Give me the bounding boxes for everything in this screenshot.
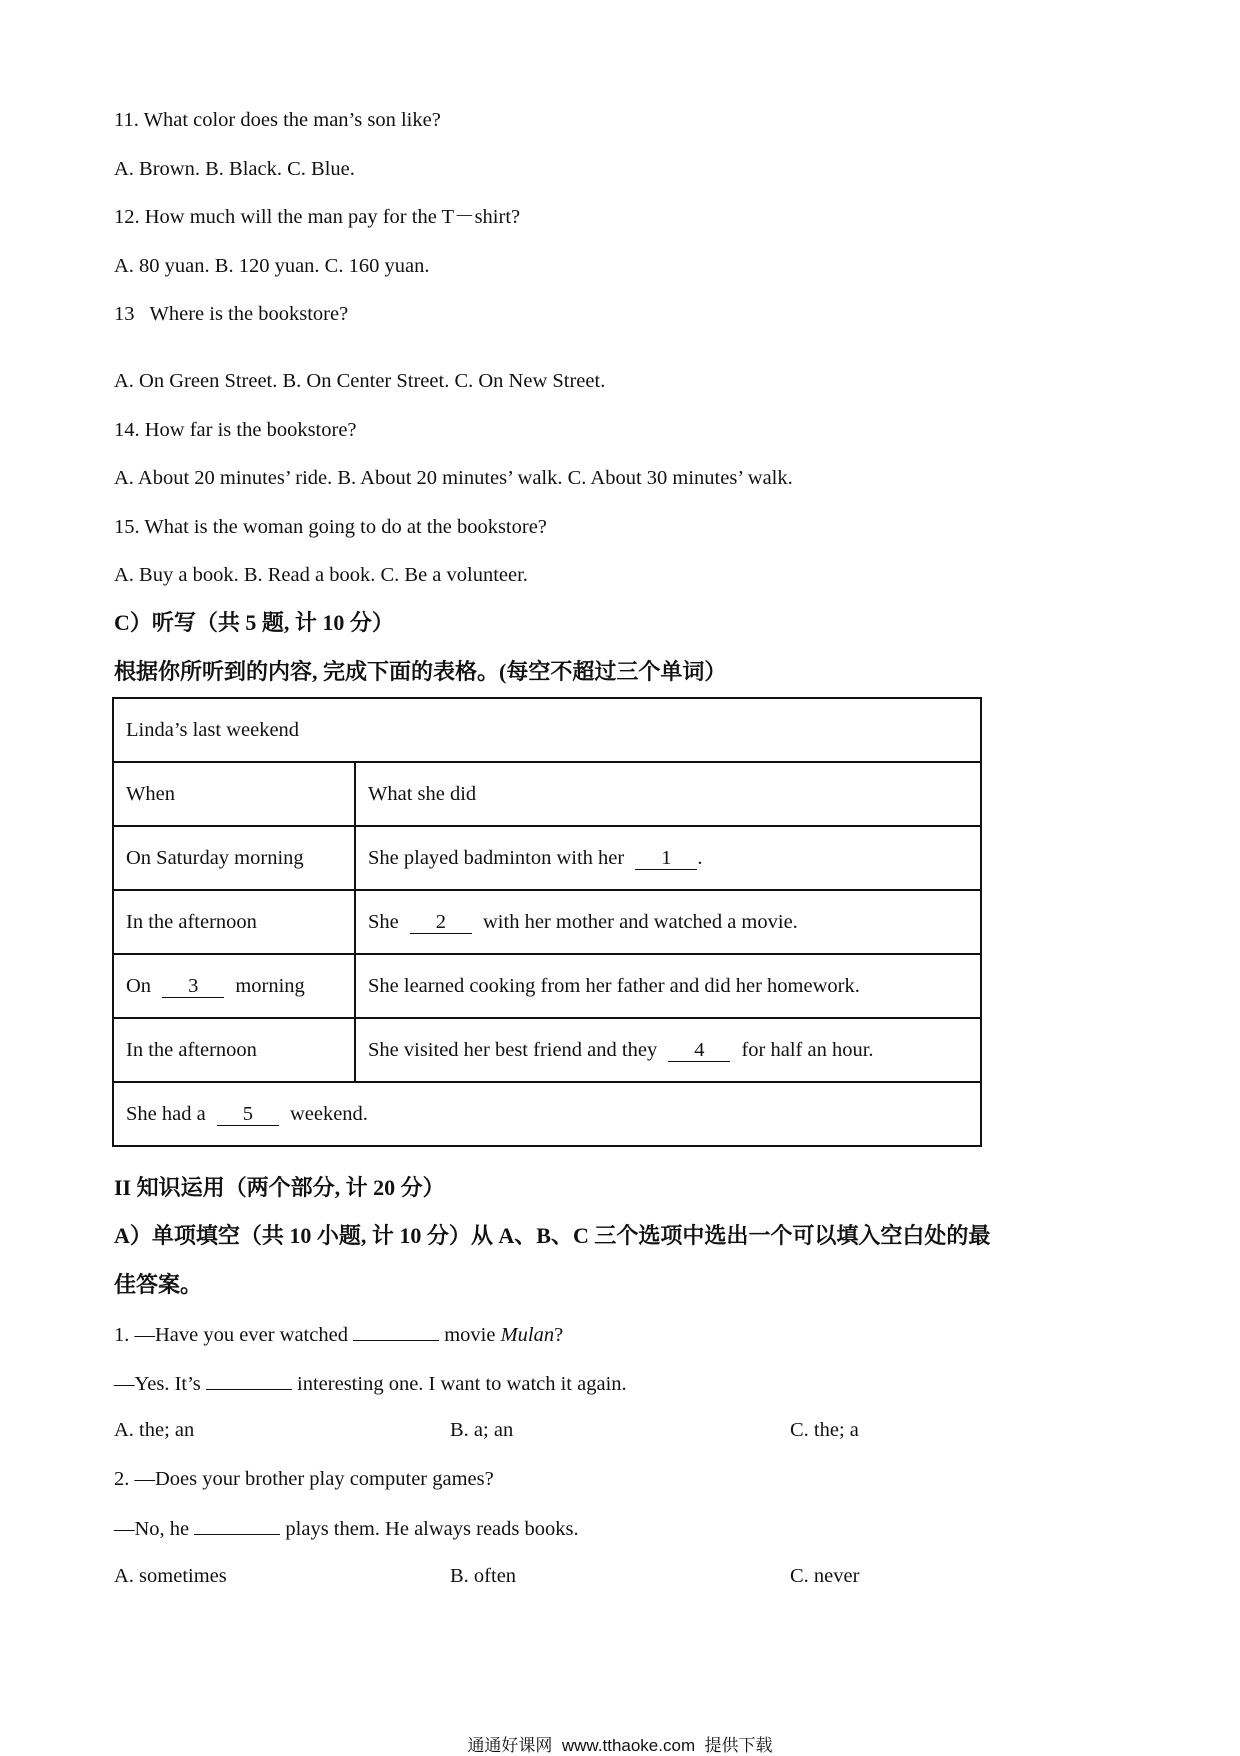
mc-question-1-line1 (114, 1320, 563, 1348)
row2-when: In the afternoon (113, 890, 355, 954)
mc-question-1-line2 (114, 1369, 627, 1397)
table-row (113, 954, 981, 1018)
table-title-row (113, 698, 981, 762)
q2-blank[interactable] (194, 1514, 280, 1535)
q1-line1-mid: movie (444, 1324, 496, 1346)
q1-blank-a[interactable] (353, 1320, 439, 1341)
row4-what-pre: She visited her best friend and they (368, 1038, 658, 1061)
section-c-heading: C）听写（共 5 题, 计 10 分） (114, 610, 394, 635)
page-footer: 通通好课网 www.tthaoke.com 提供下载 (467, 1736, 773, 1755)
row4-when: In the afternoon (113, 1018, 355, 1082)
q1-line1-post: ? (554, 1324, 564, 1346)
row1-what-post: . (697, 846, 703, 869)
question-15-options: A. Buy a book. B. Read a book. C. Be a volunteer. (114, 564, 528, 586)
row4-what-post: for half an hour. (741, 1038, 874, 1061)
q2-line2-pre: —No, he (114, 1518, 190, 1540)
row5-post: weekend. (289, 1102, 368, 1125)
blank-3[interactable]: 3 (162, 975, 224, 998)
row2-what-post: with her mother and watched a movie. (483, 910, 798, 933)
q2-option-b[interactable]: B. often (450, 1565, 517, 1587)
q1-blank-b[interactable] (206, 1369, 292, 1390)
q1-line2-pre: —Yes. It’s (114, 1373, 201, 1395)
row2-what-pre: She (368, 910, 399, 933)
row1-what-pre: She played badminton with her (368, 846, 625, 869)
question-11: 11. What color does the man’s son like? (114, 109, 441, 131)
blank-4[interactable]: 4 (668, 1039, 730, 1062)
weekend-table (112, 697, 982, 1147)
table-row (113, 890, 981, 954)
row3-when (113, 954, 355, 1018)
question-14-options: A. About 20 minutes’ ride. B. About 20 minutes’ walk. C. About 30 minutes’ walk. (114, 467, 793, 489)
row1-what (355, 826, 981, 890)
header-what: What she did (355, 762, 981, 826)
row5-pre: She had a (126, 1102, 206, 1125)
question-13: 13 Where is the bookstore? (114, 303, 349, 325)
question-11-options: A. Brown. B. Black. C. Blue. (114, 158, 355, 180)
blank-5[interactable]: 5 (217, 1103, 279, 1126)
row1-when: On Saturday morning (113, 826, 355, 890)
question-12: 12. How much will the man pay for the T－shirt? (114, 206, 521, 228)
question-14: 14. How far is the bookstore? (114, 419, 357, 441)
row5-summary (113, 1082, 981, 1146)
blank-2[interactable]: 2 (410, 911, 472, 934)
row3-what: She learned cooking from her father and did her homework. (355, 954, 981, 1018)
table-row (113, 1018, 981, 1082)
row3-when-post: morning (235, 974, 305, 997)
section-c-instruction: 根据你所听到的内容, 完成下面的表格。(每空不超过三个单词） (114, 659, 727, 684)
blank-1[interactable]: 1 (635, 847, 697, 870)
question-13-options: A. On Green Street. B. On Center Street. C. On New Street. (114, 370, 606, 392)
question-12-options: A. 80 yuan. B. 120 yuan. C. 160 yuan. (114, 255, 430, 277)
mc-question-2-line1: 2. —Does your brother play computer games? (114, 1468, 494, 1490)
q1-option-c[interactable]: C. the; a (790, 1419, 859, 1441)
q1-line1-pre: 1. —Have you ever watched (114, 1324, 348, 1346)
row4-what (355, 1018, 981, 1082)
q2-option-a[interactable]: A. sometimes (114, 1565, 227, 1587)
table-header-row (113, 762, 981, 826)
header-when: When (113, 762, 355, 826)
q1-option-b[interactable]: B. a; an (450, 1419, 514, 1441)
q1-line2-post: interesting one. I want to watch it again. (297, 1373, 627, 1395)
section-a-heading: A）单项填空（共 10 小题, 计 10 分）从 A、B、C 三个选项中选出一个可以填入空白处的最 (114, 1223, 991, 1248)
row3-when-pre: On (126, 974, 152, 997)
table-title: Linda’s last weekend (113, 698, 981, 762)
table-row (113, 826, 981, 890)
table-row (113, 1082, 981, 1146)
row2-what (355, 890, 981, 954)
q2-option-c[interactable]: C. never (790, 1565, 860, 1587)
q1-option-a[interactable]: A. the; an (114, 1419, 195, 1441)
q1-movie-title: Mulan (500, 1324, 555, 1346)
question-15: 15. What is the woman going to do at the bookstore? (114, 516, 547, 538)
q2-line2-post: plays them. He always reads books. (285, 1518, 579, 1540)
section-ii-heading: II 知识运用（两个部分, 计 20 分） (114, 1175, 445, 1200)
section-a-heading-cont: 佳答案。 (114, 1272, 203, 1297)
mc-question-2-line2 (114, 1514, 579, 1542)
